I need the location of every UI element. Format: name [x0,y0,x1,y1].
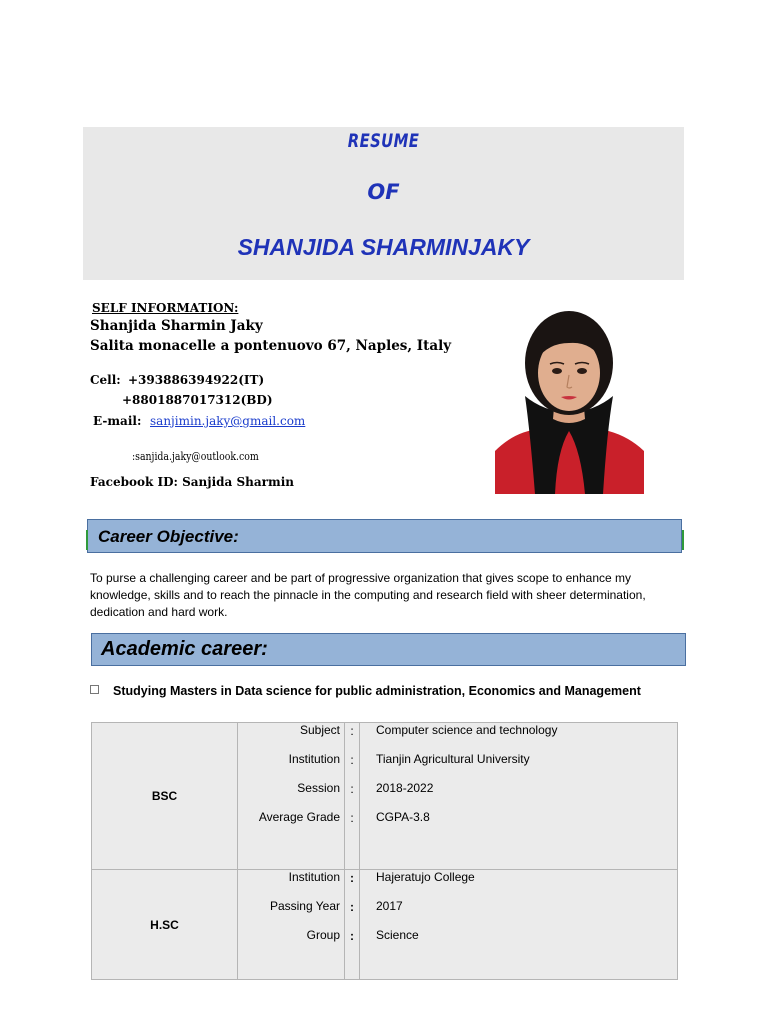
cell-label: Cell: [90,373,121,387]
current-study-item [90,684,641,698]
row-label: Average Grade [258,810,340,824]
row-value: Computer science and technology [376,723,558,737]
colon-cell [345,870,360,980]
row-label: Group [306,928,340,942]
self-address: Salita monacelle a pontenuovo 67, Naples, Italy [90,338,452,354]
self-information-title: SELF INFORMATION: [92,301,239,315]
cell-it: +393886394922(IT) [128,373,265,387]
bullet-box-icon [90,685,99,694]
colon-cell [345,723,360,870]
colon-separator: : [350,871,354,885]
email-label: E-mail: [93,414,142,428]
colon-separator: : [350,782,354,796]
value-cell [360,870,678,980]
value-cell [360,723,678,870]
email-link[interactable]: sanjimin.jaky@gmail.com [150,414,306,428]
career-objective-heading [87,519,682,553]
table-row [92,870,678,980]
row-label: Session [297,781,340,795]
label-cell [238,870,345,980]
header-of-text: OF [367,180,400,204]
row-value: 2018-2022 [376,781,434,795]
colon-separator: : [350,724,354,738]
row-value: 2017 [376,899,403,913]
email-secondary: :sanjida.jaky@outlook.com [132,450,259,463]
degree-cell: H.SC [92,870,238,980]
academic-table [91,722,678,980]
row-label: Passing Year [269,899,340,913]
colon-separator: : [350,929,354,943]
self-name: Shanjida Sharmin Jaky [90,318,263,334]
colon-separator: : [350,900,354,914]
row-value: Hajeratujo College [376,870,475,884]
portrait-image [495,301,644,494]
academic-career-heading [91,633,686,666]
current-study-text: Studying Masters in Data science for public administration, Economics and Management [113,684,641,698]
table-row [92,723,678,870]
profile-photo [495,301,644,494]
row-label: Subject [299,723,340,737]
colon-separator: : [350,811,354,825]
career-objective-text: To purse a challenging career and be part of progressive organization that gives scope to enhance my knowledge, skills and to reach the pinnacle in the computing and research field with sheer determination, dedication and hard work. [90,571,646,619]
row-label: Institution [288,752,340,766]
academic-career-label: Academic career: [101,638,268,660]
header-name: SHANJIDA SHARMINJAKY [237,234,530,260]
cell-bd: +8801887017312(BD) [122,393,273,407]
row-value: CGPA-3.8 [376,810,430,824]
label-cell [238,723,345,870]
row-value: Tianjin Agricultural University [376,752,530,766]
header-resume-text: RESUME [347,130,420,152]
career-objective-label: Career Objective: [98,527,239,546]
row-value: Science [376,928,419,942]
facebook-id: Facebook ID: Sanjida Sharmin [90,475,294,489]
colon-separator: : [350,753,354,767]
resume-header [83,127,684,280]
degree-cell: BSC [92,723,238,870]
row-label: Institution [288,870,340,884]
